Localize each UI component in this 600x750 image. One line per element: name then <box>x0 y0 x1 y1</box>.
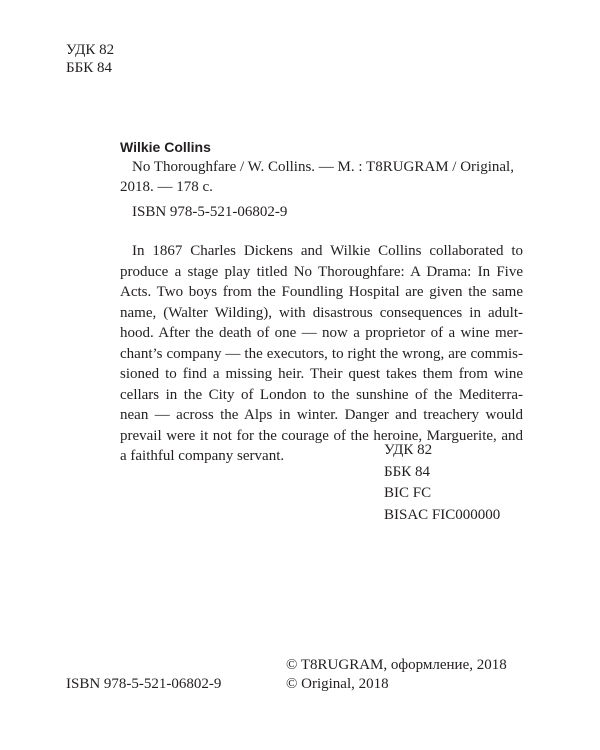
udk-code-right: УДК 82 <box>384 442 433 458</box>
citation-line-1: No Thoroughfare / W. Collins. — M. : T8RUGRAM / Original, <box>132 159 514 175</box>
copyright-block <box>286 656 507 694</box>
udk-code: УДК 82 <box>66 42 115 58</box>
annotation-line: hood. After the death of one — now a proprietor of a wine mer- <box>120 325 523 341</box>
annotation-line: a faithful company servant. <box>120 448 285 464</box>
copyright-design: © T8RUGRAM, оформление, 2018 <box>286 657 507 673</box>
isbn-main: ISBN 978-5-521-06802-9 <box>132 204 288 220</box>
annotation-line: sioned to find a missing heir. Their quest takes them from wine <box>120 366 523 382</box>
author-name: Wilkie Collins <box>120 139 211 155</box>
bisac-code: BISAC FIC000000 <box>384 506 501 523</box>
annotation-paragraph <box>120 241 523 467</box>
bbk-code: ББК 84 <box>66 60 112 76</box>
annotation-line: produce a stage play titled No Thoroughfare: A Drama: In Five <box>120 263 523 280</box>
bic-code: BIC FC <box>384 485 432 501</box>
annotation-line: cellars in the City of London to the sunshine of the Mediterra- <box>120 386 523 403</box>
annotation-line: Acts. Two boys from the Foundling Hospital are given the same <box>120 284 523 300</box>
citation-line-2: 2018. — 178 c. <box>120 179 213 195</box>
annotation-line: In 1867 Charles Dickens and Wilkie Collins collaborated to <box>132 243 523 259</box>
annotation-line: chant’s company — the executors, to right the wrong, are commis- <box>120 345 523 362</box>
annotation-line: prevail were it not for the courage of the heroine, Marguerite, and <box>120 427 523 444</box>
annotation-line: nean — across the Alps in winter. Danger and treachery would <box>120 407 523 423</box>
isbn-footer: ISBN 978-5-521-06802-9 <box>66 676 222 692</box>
bbk-code-right: ББК 84 <box>384 463 430 480</box>
annotation-line: name, (Walter Wilding), with disastrous consequences in adult- <box>120 304 523 321</box>
top-classification <box>66 41 114 77</box>
copyright-original: © Original, 2018 <box>286 676 389 692</box>
right-classification <box>384 440 500 526</box>
bibliographic-citation <box>120 157 524 197</box>
